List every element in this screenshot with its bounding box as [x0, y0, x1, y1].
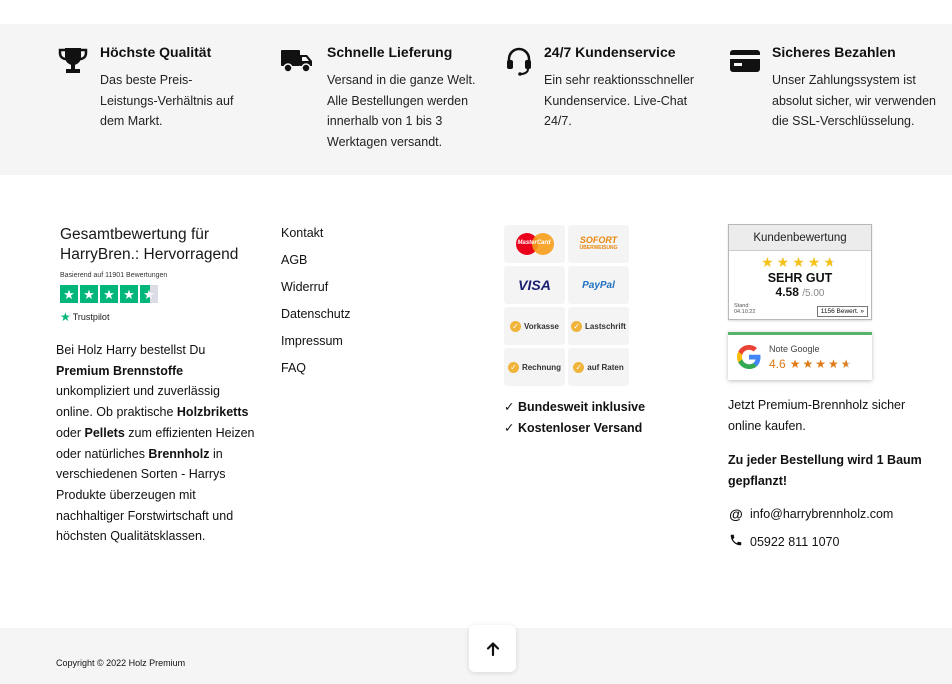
star-half-icon: ★ — [840, 357, 854, 371]
payment-sofort — [568, 225, 629, 263]
feature-title: Sicheres Bezahlen — [772, 44, 896, 60]
feature-description: Ein sehr reaktionsschneller Kundenservice. Live-Chat 24/7. — [544, 73, 695, 128]
about-keyword: Premium Brennstoffe — [56, 363, 184, 378]
check-circle-icon: ✓ — [508, 362, 519, 373]
star-icon: ★ — [100, 285, 118, 303]
trophy-icon — [56, 44, 90, 78]
payment-paypal: PayPal — [568, 266, 629, 304]
payment-label: Vorkasse — [524, 321, 559, 331]
payment-label: Rechnung — [521, 362, 562, 372]
rating-count-value: 1156 Bewert. — [820, 308, 859, 315]
google-rating-badge[interactable] — [728, 332, 872, 380]
feature-title: 24/7 Kundenservice — [544, 44, 676, 60]
star-icon: ★ — [120, 285, 138, 303]
payment-methods — [504, 225, 629, 386]
mastercard-icon — [516, 233, 554, 255]
payment-mastercard — [504, 225, 565, 263]
benefit-item: ✓ Kostenloser Versand — [504, 421, 643, 435]
link-impressum[interactable]: Impressum — [281, 334, 343, 348]
feature-title: Höchste Qualität — [100, 44, 212, 60]
rating-date-value: 04.10.22 — [734, 309, 756, 315]
about-text-part: zum effizienten Heizen oder natürliches — [56, 425, 255, 461]
kundenbewertung-badge[interactable] — [728, 224, 872, 320]
mastercard-label: MasterCard — [517, 240, 551, 246]
link-widerruf[interactable]: Widerruf — [281, 280, 329, 294]
rating-stars: ★★★★★ — [761, 254, 839, 270]
link-faq[interactable]: FAQ — [281, 361, 307, 375]
chevron-right-icon: » — [860, 308, 864, 315]
headset-icon — [502, 44, 536, 78]
email-address[interactable]: info@harrybrennholz.com — [750, 507, 894, 521]
payment-lastschrift — [568, 307, 629, 345]
about-text-part: in verschiedenen Sorten - Harrys Produkte überzeugen mit nachhaltiger Forstwirtschaft und höchsten Qualitätsklassen. — [56, 446, 234, 544]
scroll-to-top-button[interactable] — [469, 625, 516, 672]
payment-vorkasse — [504, 307, 565, 345]
payment-label: Lastschrift — [585, 321, 626, 331]
rating-stars: ★★★★★ — [789, 357, 854, 371]
benefit-item: ✓ Bundesweit inklusive — [504, 400, 646, 414]
shipping-benefits — [504, 397, 645, 439]
payment-label: auf Raten — [587, 362, 624, 372]
phone-icon — [728, 533, 744, 550]
google-title: Note Google — [769, 344, 820, 354]
about-text-part: oder — [56, 425, 85, 440]
rating-date-label: Stand: — [734, 303, 750, 309]
about-keyword: Holzbriketts — [176, 405, 249, 420]
rating-grade: SEHR GUT — [767, 271, 833, 285]
footer — [0, 175, 952, 628]
trustpilot-logo[interactable] — [60, 310, 109, 324]
trustpilot-logo-text: Trustpilot — [72, 312, 110, 322]
trustpilot-heading[interactable]: Gesamtbewertung für HarryBren.: Hervorragend — [60, 226, 239, 263]
about-text-part: unkompliziert und zuverlässig online. Ob praktische — [56, 384, 220, 420]
link-kontakt[interactable]: Kontakt — [281, 226, 324, 240]
google-score-value: 4.6 — [769, 357, 786, 371]
feature-description: Das beste Preis-Leistungs-Verhältnis auf dem Markt. — [100, 73, 234, 128]
check-circle-icon: ✓ — [571, 321, 582, 332]
contact-email[interactable] — [728, 506, 893, 522]
kundenbewertung-title: Kundenbewertung — [729, 225, 871, 251]
star-half-icon: ★ — [823, 254, 839, 270]
link-agb[interactable]: AGB — [281, 253, 308, 267]
trustpilot-basis: Basierend auf 11901 Bewertungen — [60, 272, 168, 279]
rating-score-max: /5.00 — [802, 288, 825, 299]
feature-description: Versand in die ganze Welt. Alle Bestellungen werden innerhalb von 1 bis 3 Werktagen versandt. — [327, 73, 476, 149]
google-icon — [736, 344, 762, 370]
phone-number[interactable]: 05922 811 1070 — [750, 534, 840, 549]
copyright-text: Copyright © 2022 Holz Premium — [56, 658, 186, 668]
rating-count — [817, 306, 868, 317]
arrow-up-icon — [485, 641, 501, 657]
about-text — [56, 340, 256, 547]
feature-title: Schnelle Lieferung — [327, 44, 453, 60]
truck-icon — [280, 44, 314, 78]
features-band — [0, 24, 952, 175]
link-datenschutz[interactable]: Datenschutz — [281, 307, 351, 321]
star-icon: ★ — [60, 285, 78, 303]
check-circle-icon: ✓ — [573, 362, 584, 373]
trustpilot-star-icon: ★ — [60, 310, 71, 324]
rating-score — [729, 285, 871, 301]
about-keyword: Pellets — [84, 425, 125, 440]
contact-phone[interactable] — [728, 533, 839, 550]
star-icon: ★ — [80, 285, 98, 303]
at-sign-icon: @ — [729, 506, 743, 522]
trustpilot-stars[interactable] — [60, 285, 158, 303]
google-score — [769, 357, 853, 371]
payment-rechnung — [504, 348, 565, 386]
feature-description: Unser Zahlungssystem ist absolut sicher, wir verwenden die SSL-Verschlüsselung. — [772, 73, 936, 128]
check-circle-icon: ✓ — [510, 321, 521, 332]
sofort-label: SOFORT — [579, 235, 618, 245]
payment-auf-raten — [568, 348, 629, 386]
star-half-icon: ★ — [140, 285, 158, 303]
sofort-sublabel: ÜBERWEISUNG — [579, 245, 618, 251]
about-text-part: Bei Holz Harry bestellst Du — [56, 343, 206, 357]
footer-links — [281, 225, 350, 387]
copyright-bar — [0, 628, 952, 684]
payment-visa: VISA — [504, 266, 565, 304]
tree-planting-note: Zu jeder Bestellung wird 1 Baum gepflanzt! — [728, 453, 922, 488]
promo-text: Jetzt Premium-Brennholz sicher online kaufen. — [728, 398, 906, 433]
about-keyword: Brennholz — [148, 446, 210, 461]
credit-card-icon — [728, 44, 762, 78]
rating-date — [734, 303, 755, 315]
rating-score-value: 4.58 — [775, 285, 799, 299]
